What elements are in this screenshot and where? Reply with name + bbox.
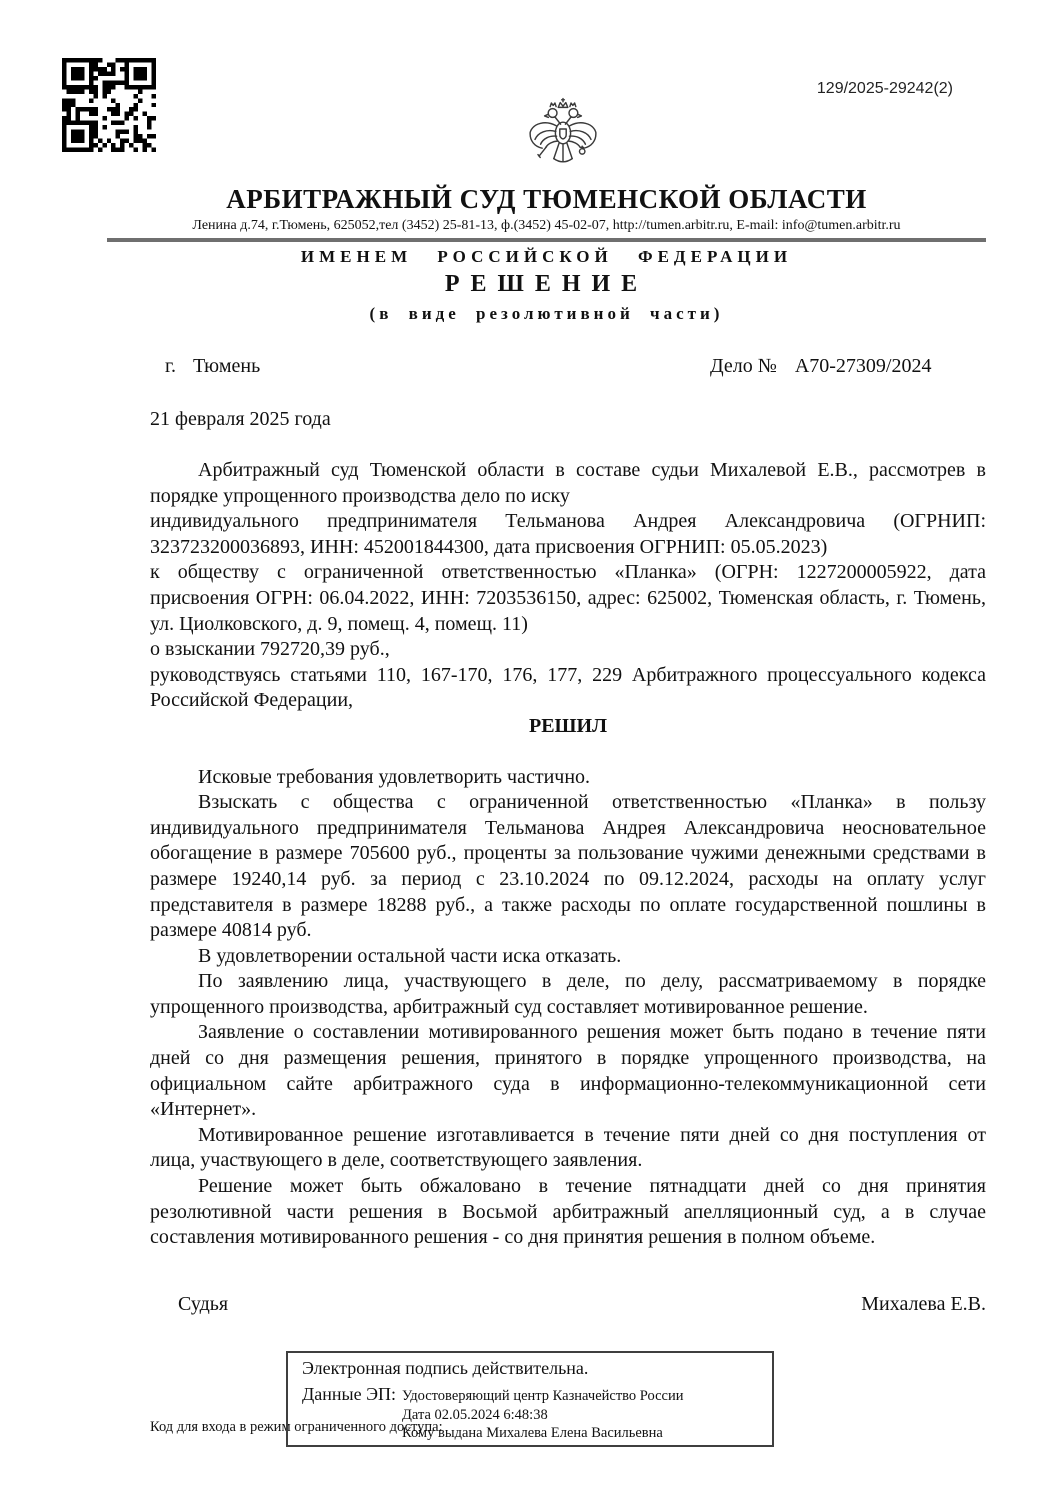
signature-date: Дата 02.05.2024 6:48:38 <box>402 1407 548 1423</box>
russia-coat-of-arms-icon <box>523 95 603 187</box>
in-the-name-heading: ИМЕНЕМ РОССИЙСКОЙ ФЕДЕРАЦИИ <box>300 247 793 266</box>
judge-label: Судья <box>178 1293 229 1315</box>
paragraph: Мотивированное решение изготавливается в течение пяти дней со дня поступления от лица, участвующего в деле, соответствующего заявления. <box>150 1123 986 1172</box>
paragraph: индивидуального предпринимателя Тельманова Андрея Александровича (ОГРНИП: 323723200036893, ИНН: 452001844300, дата присвоения ОГРНИП: 05.05.2023) <box>150 510 986 558</box>
case-number: А70-27309/2024 <box>794 355 932 377</box>
restricted-access-code-label: Код для входа в режим ограниченного доступа: <box>150 1419 443 1435</box>
paragraph: Исковые требования удовлетворить частично. <box>198 765 591 788</box>
paragraph: руководствуясь статьями 110, 167-170, 176, 177, 229 Арбитражного процессуального кодекса Российской Федерации, <box>150 663 986 712</box>
judge-name: Михалева Е.В. <box>861 1293 986 1315</box>
paragraph: Заявление о составлении мотивированного решения может быть подано в течение пяти дней со дня размещения решения, принятого в порядке упрощенного производства, на официальном сайте арбитражного суда в информационно-телекоммуникационной сети «Интернет». <box>150 1021 986 1121</box>
paragraph: о взыскании 792720,39 руб., <box>150 638 390 661</box>
decision-title: РЕШЕНИЕ <box>444 271 649 297</box>
case-number-cell <box>710 355 932 378</box>
paragraph: В удовлетворении остальной части иска отказать. <box>198 944 622 967</box>
signature-valid-line: Электронная подпись действительна. <box>302 1358 589 1378</box>
signature-data-label: Данные ЭП: <box>302 1384 396 1404</box>
electronic-signature-stamp <box>286 1351 774 1447</box>
paragraph: к обществу с ограниченной ответственностью «Планка» (ОГРН: 1227200005922, дата присвоения ОГРН: 06.04.2022, ИНН: 7203536150, адрес: 625002, Тюменская область, г. Тюмень, ул. Циолковского, д. 9, помещ. 4, помещ. 11) <box>150 561 986 635</box>
court-address: Ленина д.74, г.Тюмень, 625052,тел (3452) 25-81-13, ф.(3452) 45-02-07, http://tumen.arbitr.ru, E-mail: info@tumen.arbitr.ru <box>192 218 901 233</box>
document-registry-number: 129/2025-29242(2) <box>816 80 953 97</box>
decision-subtitle: (в виде резолютивной части) <box>369 304 724 323</box>
decision-date: 21 февраля 2025 года <box>150 408 331 430</box>
paragraph: Взыскать с общества с ограниченной ответственностью «Планка» в пользу индивидуального предпринимателя Тельманова Андрея Александровича неосновательное обогащение в размере 705600 руб., проценты за пользование чужими денежными средствами в размере 19240,14 руб. за период с 23.10.2024 по 09.12.2024, расходы на оплату услуг представителя в размере 18288 руб., а также расходы по оплате государственной пошлины в размере 40814 руб. <box>150 791 986 942</box>
court-name: АРБИТРАЖНЫЙ СУД ТЮМЕНСКОЙ ОБЛАСТИ <box>226 184 867 214</box>
signature-issued-to: Кому выдана Михалева Елена Васильевна <box>402 1425 663 1441</box>
city-label: г. Тюмень <box>165 355 261 377</box>
header-divider <box>107 238 986 242</box>
paragraph: Арбитражный суд Тюменской области в составе судьи Михалевой Е.В., рассмотрев в порядке упрощенного производства дело по иску <box>150 459 986 507</box>
decision-body <box>150 458 986 1251</box>
paragraph: РЕШИЛ <box>529 714 607 737</box>
signature-authority: Удостоверяющий центр Казначейство России <box>402 1388 684 1404</box>
case-info-row <box>150 355 986 379</box>
paragraph: Решение может быть обжаловано в течение пятнадцати дней со дня принятия резолютивной части решения в Восьмой арбитражный апелляционный суд, а в случае составления мотивированного решения - со дня принятия решения в полном объеме. <box>150 1175 986 1249</box>
qr-code-icon <box>62 58 156 152</box>
paragraph: По заявлению лица, участвующего в деле, по делу, рассматриваемому в порядке упрощенного производства, арбитражный суд составляет мотивированное решение. <box>150 970 986 1018</box>
case-number-label: Дело № <box>710 355 777 377</box>
